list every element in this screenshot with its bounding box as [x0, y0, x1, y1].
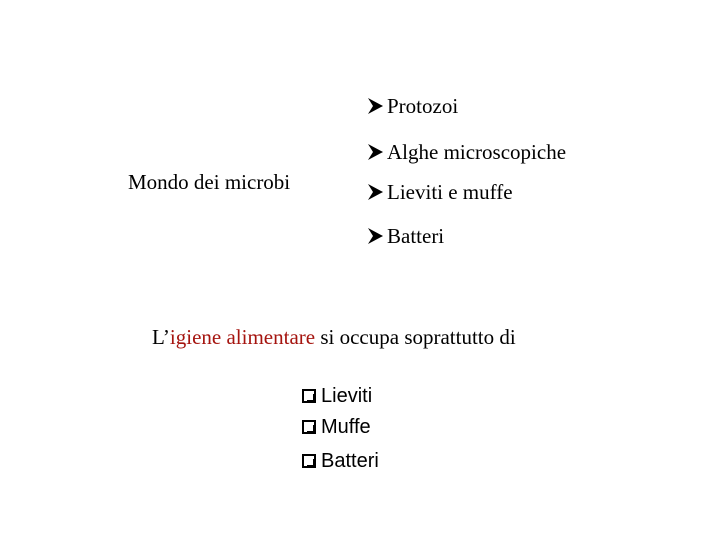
square-list-item-label: Muffe	[321, 416, 371, 438]
square-list-item-label: Lieviti	[321, 385, 373, 407]
square-list-item	[302, 381, 372, 411]
arrow-list-item-label: Alghe microscopiche	[387, 140, 567, 164]
arrow-list-item-label: Lieviti e muffe	[387, 180, 513, 204]
square-bullet-icon	[302, 420, 317, 435]
arrow-list-item	[366, 222, 444, 250]
sentence-suffix: si occupa soprattutto di	[315, 325, 516, 349]
arrow-list-item-label: Batteri	[387, 224, 445, 248]
arrow-bullet-icon	[366, 96, 386, 116]
square-list-item	[302, 446, 379, 476]
square-list-item	[302, 412, 371, 442]
arrow-bullet-icon	[366, 182, 386, 202]
arrow-bullet-icon	[366, 142, 386, 162]
arrow-bullet-icon	[366, 226, 386, 246]
square-bullet-icon	[302, 454, 317, 469]
hygiene-sentence	[152, 322, 516, 352]
square-list-item-label: Batteri	[321, 450, 379, 472]
square-bullet-icon	[302, 389, 317, 404]
sentence-highlight: igiene alimentare	[169, 325, 316, 349]
arrow-list-item-label: Protozoi	[387, 94, 459, 118]
sentence-prefix: L’	[152, 325, 170, 349]
arrow-list-item	[366, 138, 566, 166]
arrow-list-item	[366, 92, 458, 120]
arrow-list-item	[366, 178, 513, 206]
left-label: Mondo dei microbi	[128, 170, 291, 194]
